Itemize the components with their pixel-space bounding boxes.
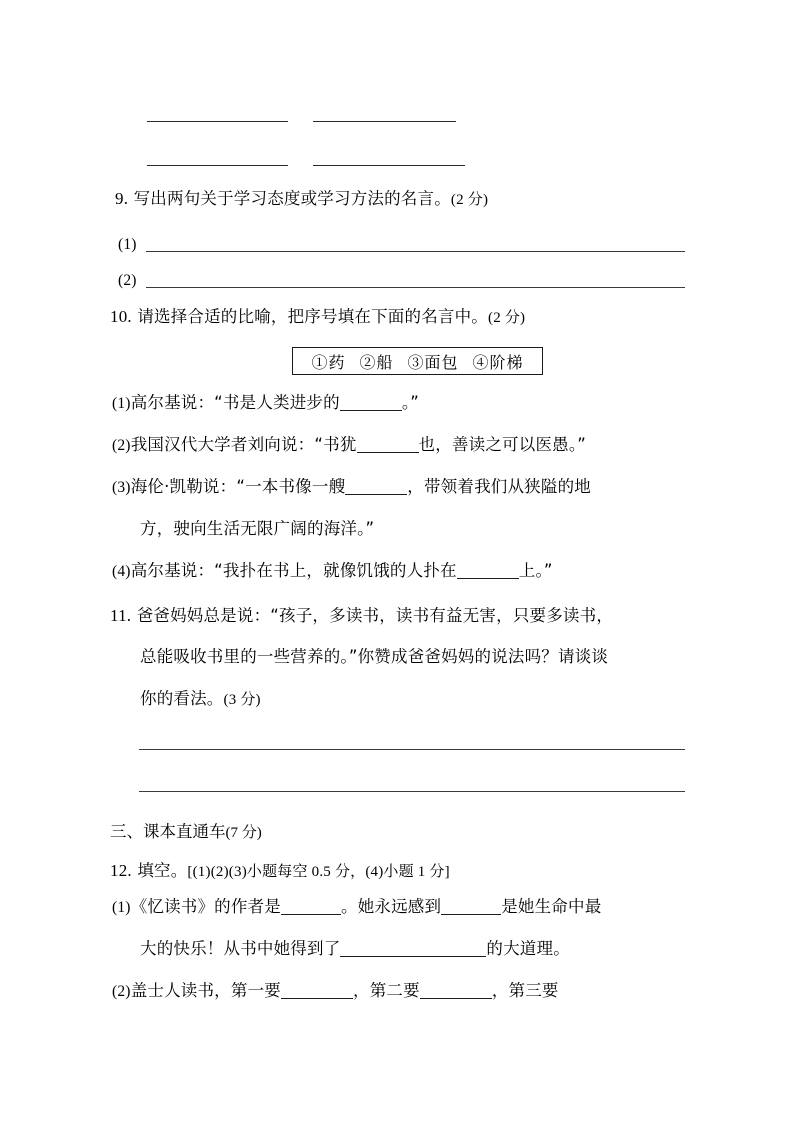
answer-line[interactable]: [313, 121, 456, 122]
item-text-segment-3: 是她生命中最: [501, 897, 602, 916]
fill-in-blank[interactable]: [357, 439, 419, 453]
item-marker: (2): [112, 437, 131, 454]
item-text-before: 高尔基说：“书是人类进步的: [130, 393, 340, 412]
section-3-title: 三、课本直通车: [110, 822, 226, 841]
fill-in-blank[interactable]: [457, 565, 519, 579]
item-marker: (1): [112, 899, 131, 916]
question-9-separator: .: [123, 189, 129, 208]
question-11-answer-line-2[interactable]: [139, 791, 685, 792]
question-11-stem-line2: [140, 649, 608, 666]
fill-in-blank[interactable]: [340, 397, 402, 411]
option-item[interactable]: ②船: [359, 354, 394, 372]
item-text-continued: 方，驶向生活无限广阔的海洋。”: [140, 519, 375, 538]
answer-line[interactable]: [147, 165, 288, 166]
question-12-text: 填空。: [137, 861, 188, 880]
fill-in-blank[interactable]: [340, 943, 486, 957]
fill-in-blank[interactable]: [345, 481, 407, 495]
question-10-item-2: [112, 437, 586, 454]
item-text-after: ，带领着我们从狭隘的地: [407, 477, 591, 496]
question-9-answer-line-1[interactable]: [146, 251, 685, 252]
fill-in-blank[interactable]: [281, 901, 341, 915]
question-10-text: 请选择合适的比喻，把序号填在下面的名言中。: [137, 307, 489, 326]
question-10-stem: [110, 308, 525, 326]
fill-in-blank[interactable]: [420, 985, 492, 999]
question-9-stem: [115, 190, 488, 208]
question-11-stem-line1: [110, 607, 613, 625]
question-12-item-2: [112, 983, 559, 1000]
question-10-item-4: [112, 563, 553, 580]
question-11-points: (3 分): [223, 692, 261, 708]
question-11-separator: .: [126, 606, 132, 625]
option-item[interactable]: ③面包: [407, 354, 459, 372]
question-11-number: 11: [110, 606, 127, 625]
question-10-item-3-line2: [140, 521, 374, 538]
answer-line[interactable]: [313, 165, 465, 166]
question-10-option-box: [292, 347, 543, 375]
option-item[interactable]: ①药: [311, 354, 346, 372]
item-text-after: 。”: [401, 393, 420, 412]
question-12-separator: .: [127, 861, 132, 880]
answer-line[interactable]: [147, 121, 288, 122]
question-11-answer-line-1[interactable]: [139, 749, 685, 750]
item-text-before: 高尔基说：“我扑在书上，就像饥饿的人扑在: [130, 561, 457, 580]
answer-marker: (1): [118, 236, 137, 253]
item-text-continued-1: 大的快乐！从书中她得到了: [140, 939, 341, 958]
item-text-before: 海伦·凯勒说：“一本书像一艘: [130, 477, 346, 496]
item-text-after: 也，善读之可以医愚。”: [418, 435, 587, 454]
item-text-segment-2: 。她永远感到: [341, 897, 442, 916]
option-item[interactable]: ④阶梯: [472, 354, 524, 372]
fill-in-blank[interactable]: [281, 985, 353, 999]
question-9-number: 9: [115, 189, 124, 208]
question-12-stem: [110, 862, 450, 880]
question-9-text: 写出两句关于学习态度或学习方法的名言。: [133, 189, 451, 208]
answer-marker: (2): [118, 272, 137, 289]
question-10-points: (2 分): [488, 310, 526, 326]
question-11-text-line1: 爸爸妈妈总是说：“孩子，多读书，读书有益无害，只要多读书，: [136, 606, 614, 625]
question-10-number: 10: [110, 307, 128, 326]
question-11-text-line3: 你的看法。: [140, 689, 224, 708]
item-marker: (2): [112, 983, 131, 1000]
question-10-separator: .: [127, 307, 132, 326]
item-text-segment-3: ，第三要: [491, 981, 559, 1000]
question-12-points: [(1)(2)(3)小题每空 0.5 分，(4)小题 1 分]: [187, 864, 450, 880]
question-11-text-line2: 总能吸收书里的一些营养的。”你赞成爸爸妈妈的说法吗？请谈谈: [140, 647, 609, 666]
question-9-answer-line-2[interactable]: [146, 287, 685, 288]
question-11-stem-line3: [140, 691, 261, 708]
fill-in-blank[interactable]: [441, 901, 501, 915]
question-10-item-3: [112, 479, 591, 496]
item-text-before: 我国汉代大学者刘向说：“书犹: [130, 435, 357, 454]
item-marker: (4): [112, 563, 131, 580]
item-text-segment-1: 《忆读书》的作者是: [130, 897, 281, 916]
item-text-after: 上。”: [518, 561, 553, 580]
question-10-item-1: [112, 395, 419, 412]
question-12-item-1: [112, 899, 601, 916]
question-9-answer-1-marker: [118, 236, 137, 253]
question-9-points: (2 分): [450, 192, 489, 208]
item-text-continued-2: 的大道理。: [486, 939, 570, 958]
question-9-answer-2-marker: [118, 272, 137, 289]
item-text-segment-1: 盖士人读书，第一要: [130, 981, 281, 1000]
item-marker: (3): [112, 479, 131, 496]
section-3-points: (7 分): [225, 825, 262, 841]
item-text-segment-2: ，第二要: [353, 981, 420, 1000]
question-12-number: 12: [110, 861, 128, 880]
question-12-item-1-line2: [140, 941, 570, 958]
item-marker: (1): [112, 395, 131, 412]
section-3-heading: [110, 818, 262, 842]
